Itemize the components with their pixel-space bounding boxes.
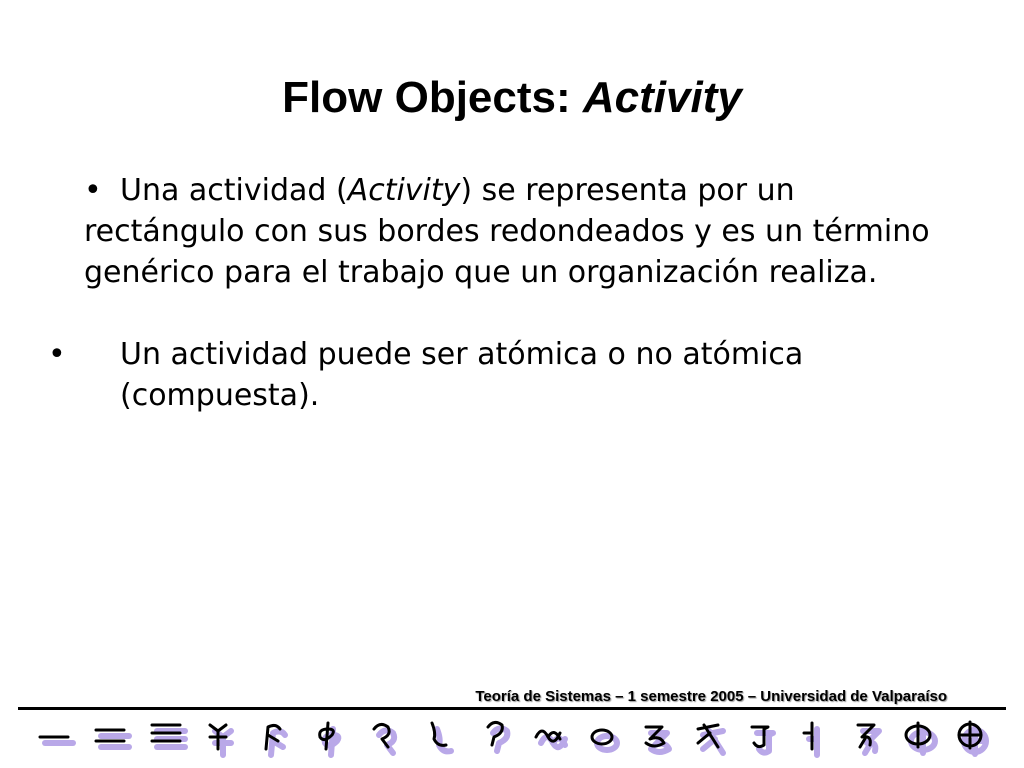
glyph-shadows <box>45 728 986 755</box>
bullet-marker: • <box>84 173 102 208</box>
footer-divider <box>18 707 1006 710</box>
bullet-text: Un actividad puede ser atómica o no atómica (compuesta). <box>120 337 804 413</box>
bullet-text-post: ) se representa por un rectángulo con sus bordes redondeados y es un término genérico para el trabajo que un organización realiza. <box>84 173 930 290</box>
decorative-glyph-strip <box>20 715 1004 763</box>
bullet-text-pre: Una actividad ( <box>120 173 348 208</box>
slide-title-emphasis: Activity <box>582 73 742 122</box>
bullet-list <box>48 170 944 416</box>
footer-caption: Teoría de Sistemas – 1 semestre 2005 – Universidad de Valparaíso <box>475 688 947 705</box>
bullet-item <box>48 334 944 416</box>
bullet-marker: • <box>48 337 66 372</box>
bullet-text-emphasis: Activity <box>347 173 461 208</box>
bullet-item <box>84 170 944 293</box>
slide-title <box>0 72 1024 124</box>
slide-title-main: Flow Objects: <box>282 73 583 122</box>
